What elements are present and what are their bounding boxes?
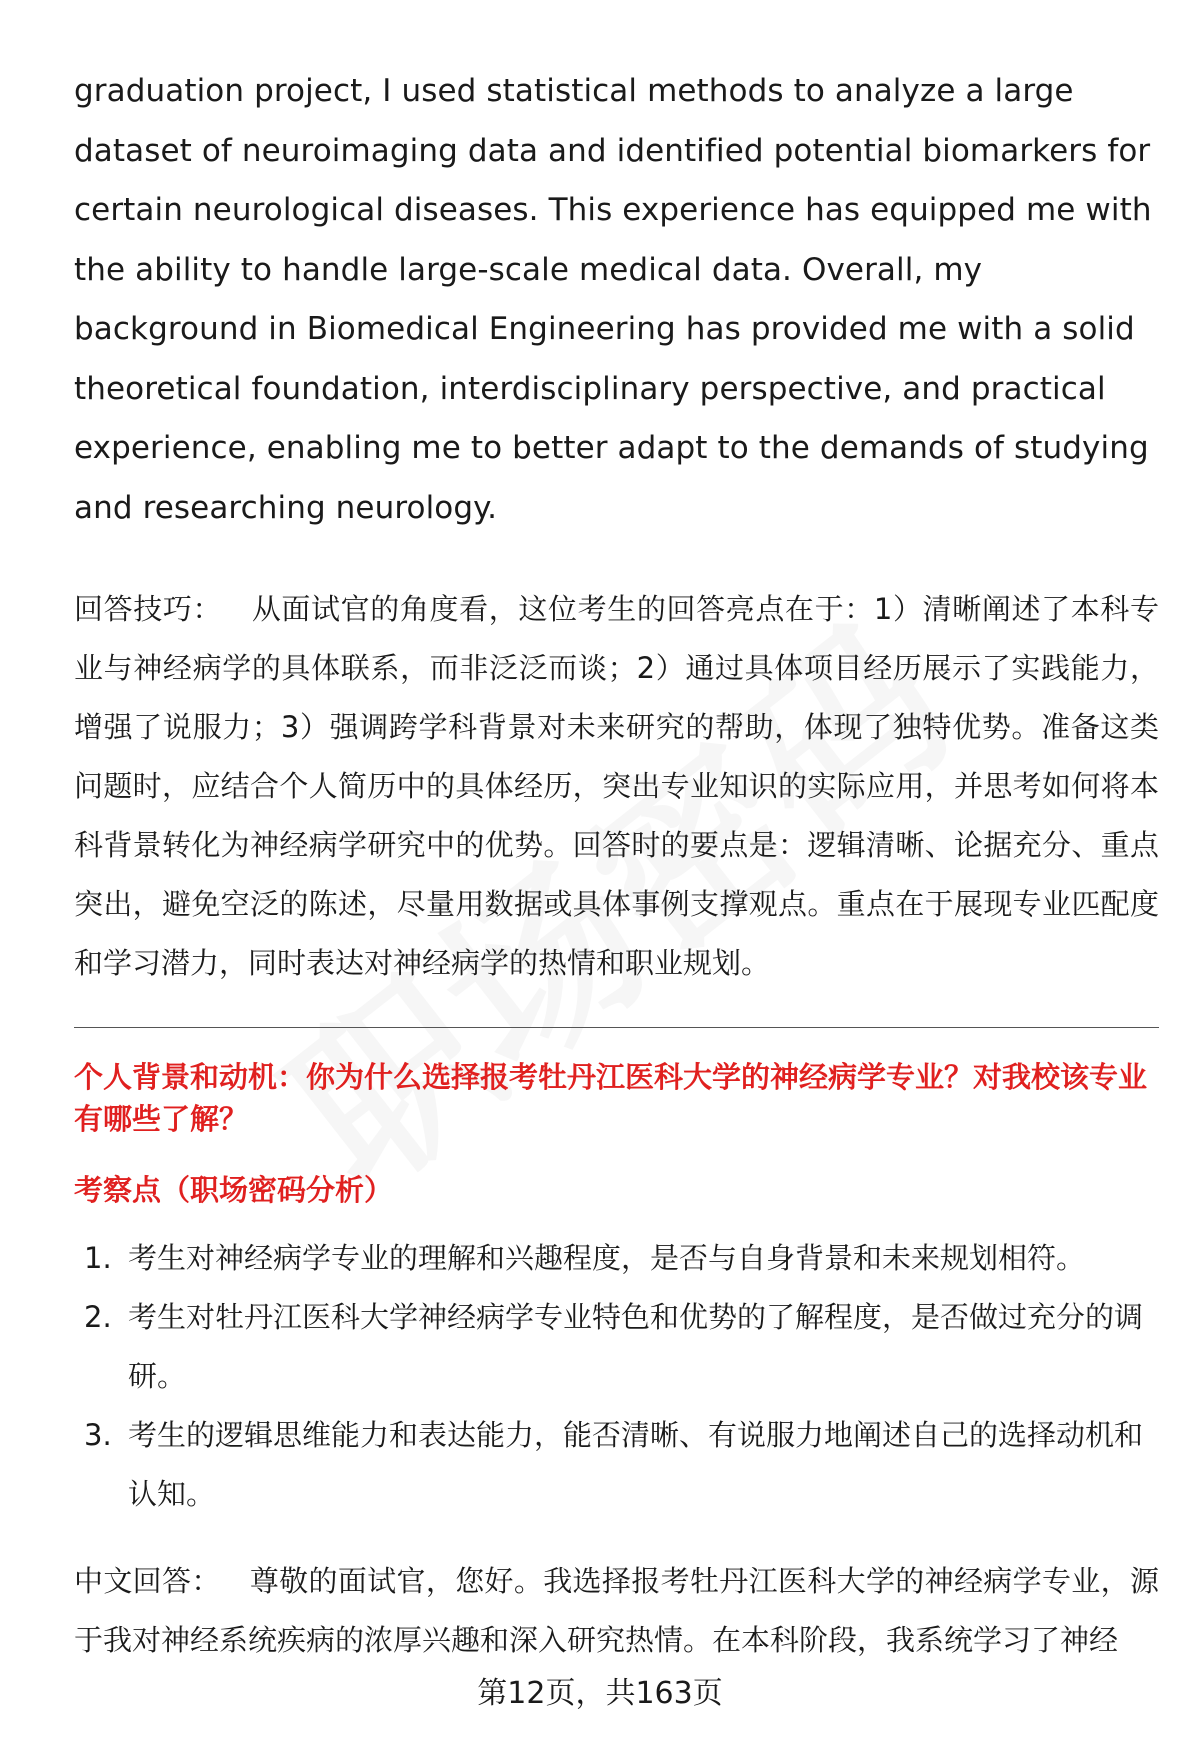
analysis-point-text: 考生的逻辑思维能力和表达能力，能否清晰、有说服力地阐述自己的选择动机和认知。	[128, 1418, 1144, 1511]
analysis-points-list	[74, 1229, 1159, 1524]
section-divider	[74, 1027, 1159, 1028]
answer-tips-paragraph	[74, 580, 1159, 993]
answer-tips-text: 从面试官的角度看，这位考生的回答亮点在于：1）清晰阐述了本科专业与神经病学的具体联系，而非泛泛而谈；2）通过具体项目经历展示了实践能力，增强了说服力；3）强调跨学科背景对未来研究的帮助，体现了独特优势。准备这类问题时，应结合个人简历中的具体经历，突出专业知识的实际应用，并思考如何将本科背景转化为神经病学研究中的优势。回答时的要点是：逻辑清晰、论据充分、重点突出，避免空泛的陈述，尽量用数据或具体事例支撑观点。重点在于展现专业匹配度和学习潜力，同时表达对神经病学的热情和职业规划。	[74, 592, 1159, 980]
analysis-heading: 考察点（职场密码分析）	[74, 1173, 394, 1207]
analysis-point	[74, 1288, 1159, 1406]
analysis-point	[74, 1406, 1159, 1524]
answer-tips-label: 回答技巧：	[74, 592, 223, 626]
chinese-answer-text: 尊敬的面试官，您好。我选择报考牡丹江医科大学的神经病学专业，源于我对神经系统疾病的浓厚兴趣和深入研究热情。在本科阶段，我系统学习了神经	[74, 1564, 1159, 1657]
analysis-point-text: 考生对神经病学专业的理解和兴趣程度，是否与自身背景和未来规划相符。	[128, 1241, 1086, 1275]
analysis-point-text: 考生对牡丹江医科大学神经病学专业特色和优势的了解程度，是否做过充分的调研。	[128, 1300, 1144, 1393]
chinese-answer-label: 中文回答：	[74, 1564, 221, 1598]
list-number: 2.	[84, 1300, 112, 1334]
page-number-footer: 第12页，共163页	[477, 1676, 723, 1711]
chinese-answer-paragraph	[74, 1552, 1159, 1670]
list-number: 3.	[84, 1418, 112, 1452]
interview-question: 个人背景和动机：你为什么选择报考牡丹江医科大学的神经病学专业？对我校该专业有哪些了解？	[74, 1060, 1148, 1136]
document-page	[74, 62, 1159, 1670]
english-answer-paragraph: graduation project, I used statistical methods to analyze a large dataset of neuroimaging data and identified potential biomarkers for certain neurological diseases. This experience has equipped me with the ability to handle large-scale medical data. Overall, my background in Biomedical Engineering has provided me with a solid theoretical foundation, interdisciplinary perspective, and practical experience, enabling me to better adapt to the demands of studying and researching neurology.	[74, 73, 1152, 526]
list-number: 1.	[84, 1241, 112, 1275]
analysis-point	[74, 1229, 1159, 1288]
